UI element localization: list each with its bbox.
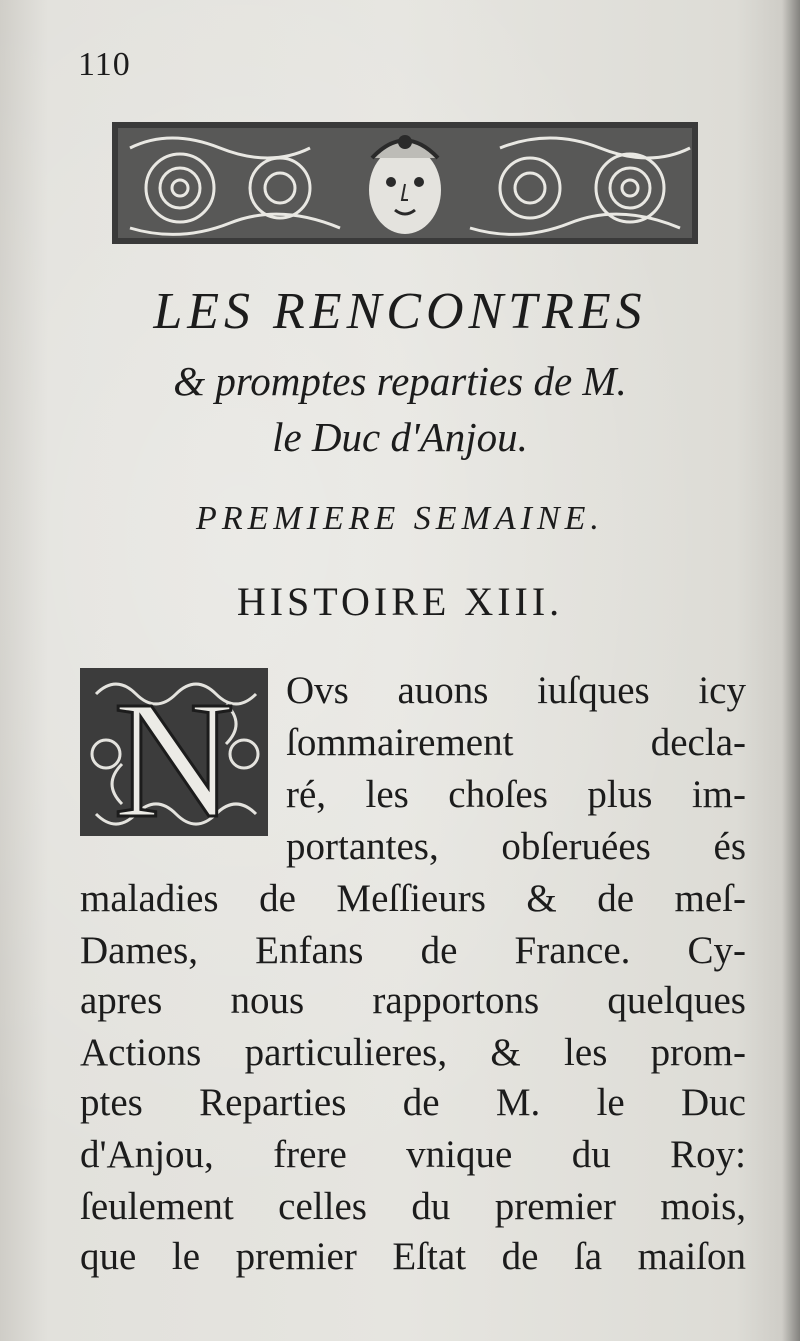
body-line-8: Actions particulieres, & les prom-	[80, 1031, 746, 1074]
chapter-heading: HISTOIRE XIII.	[236, 579, 564, 624]
body-line-12: que le premier Eſtat de ſa maiſon	[80, 1235, 746, 1278]
decorated-initial	[76, 664, 272, 840]
body-line-6: Dames, Enfans de France. Cy-	[80, 929, 746, 972]
section-heading: PREMIERE SEMAINE.	[196, 500, 604, 537]
body-line-7: apres nous rapportons quelques	[80, 979, 746, 1022]
title-line-2: & promptes reparties de M.	[173, 358, 627, 404]
title-line-3: le Duc d'Anjou.	[272, 414, 528, 460]
body-line-3: ré, les choſes plus im-	[286, 773, 746, 816]
body-line-1: Ovs auons iuſques icy	[286, 669, 746, 712]
page-edge-shadow	[782, 0, 800, 1341]
body-line-10: d'Anjou, frere vnique du Roy:	[80, 1133, 746, 1176]
initial-letter: N	[113, 667, 235, 840]
ornamental-headpiece	[110, 118, 700, 248]
body-line-2: ſommairement decla-	[286, 721, 746, 764]
page-number: 110	[78, 46, 131, 83]
body-line-4: portantes, obſeruées és	[286, 825, 746, 868]
body-line-11: ſeulement celles du premier mois,	[80, 1185, 746, 1228]
title-line-1: LES RENCONTRES	[153, 283, 647, 340]
body-line-9: ptes Reparties de M. le Duc	[80, 1081, 746, 1124]
body-line-5: maladies de Meſſieurs & de meſ-	[80, 877, 746, 920]
